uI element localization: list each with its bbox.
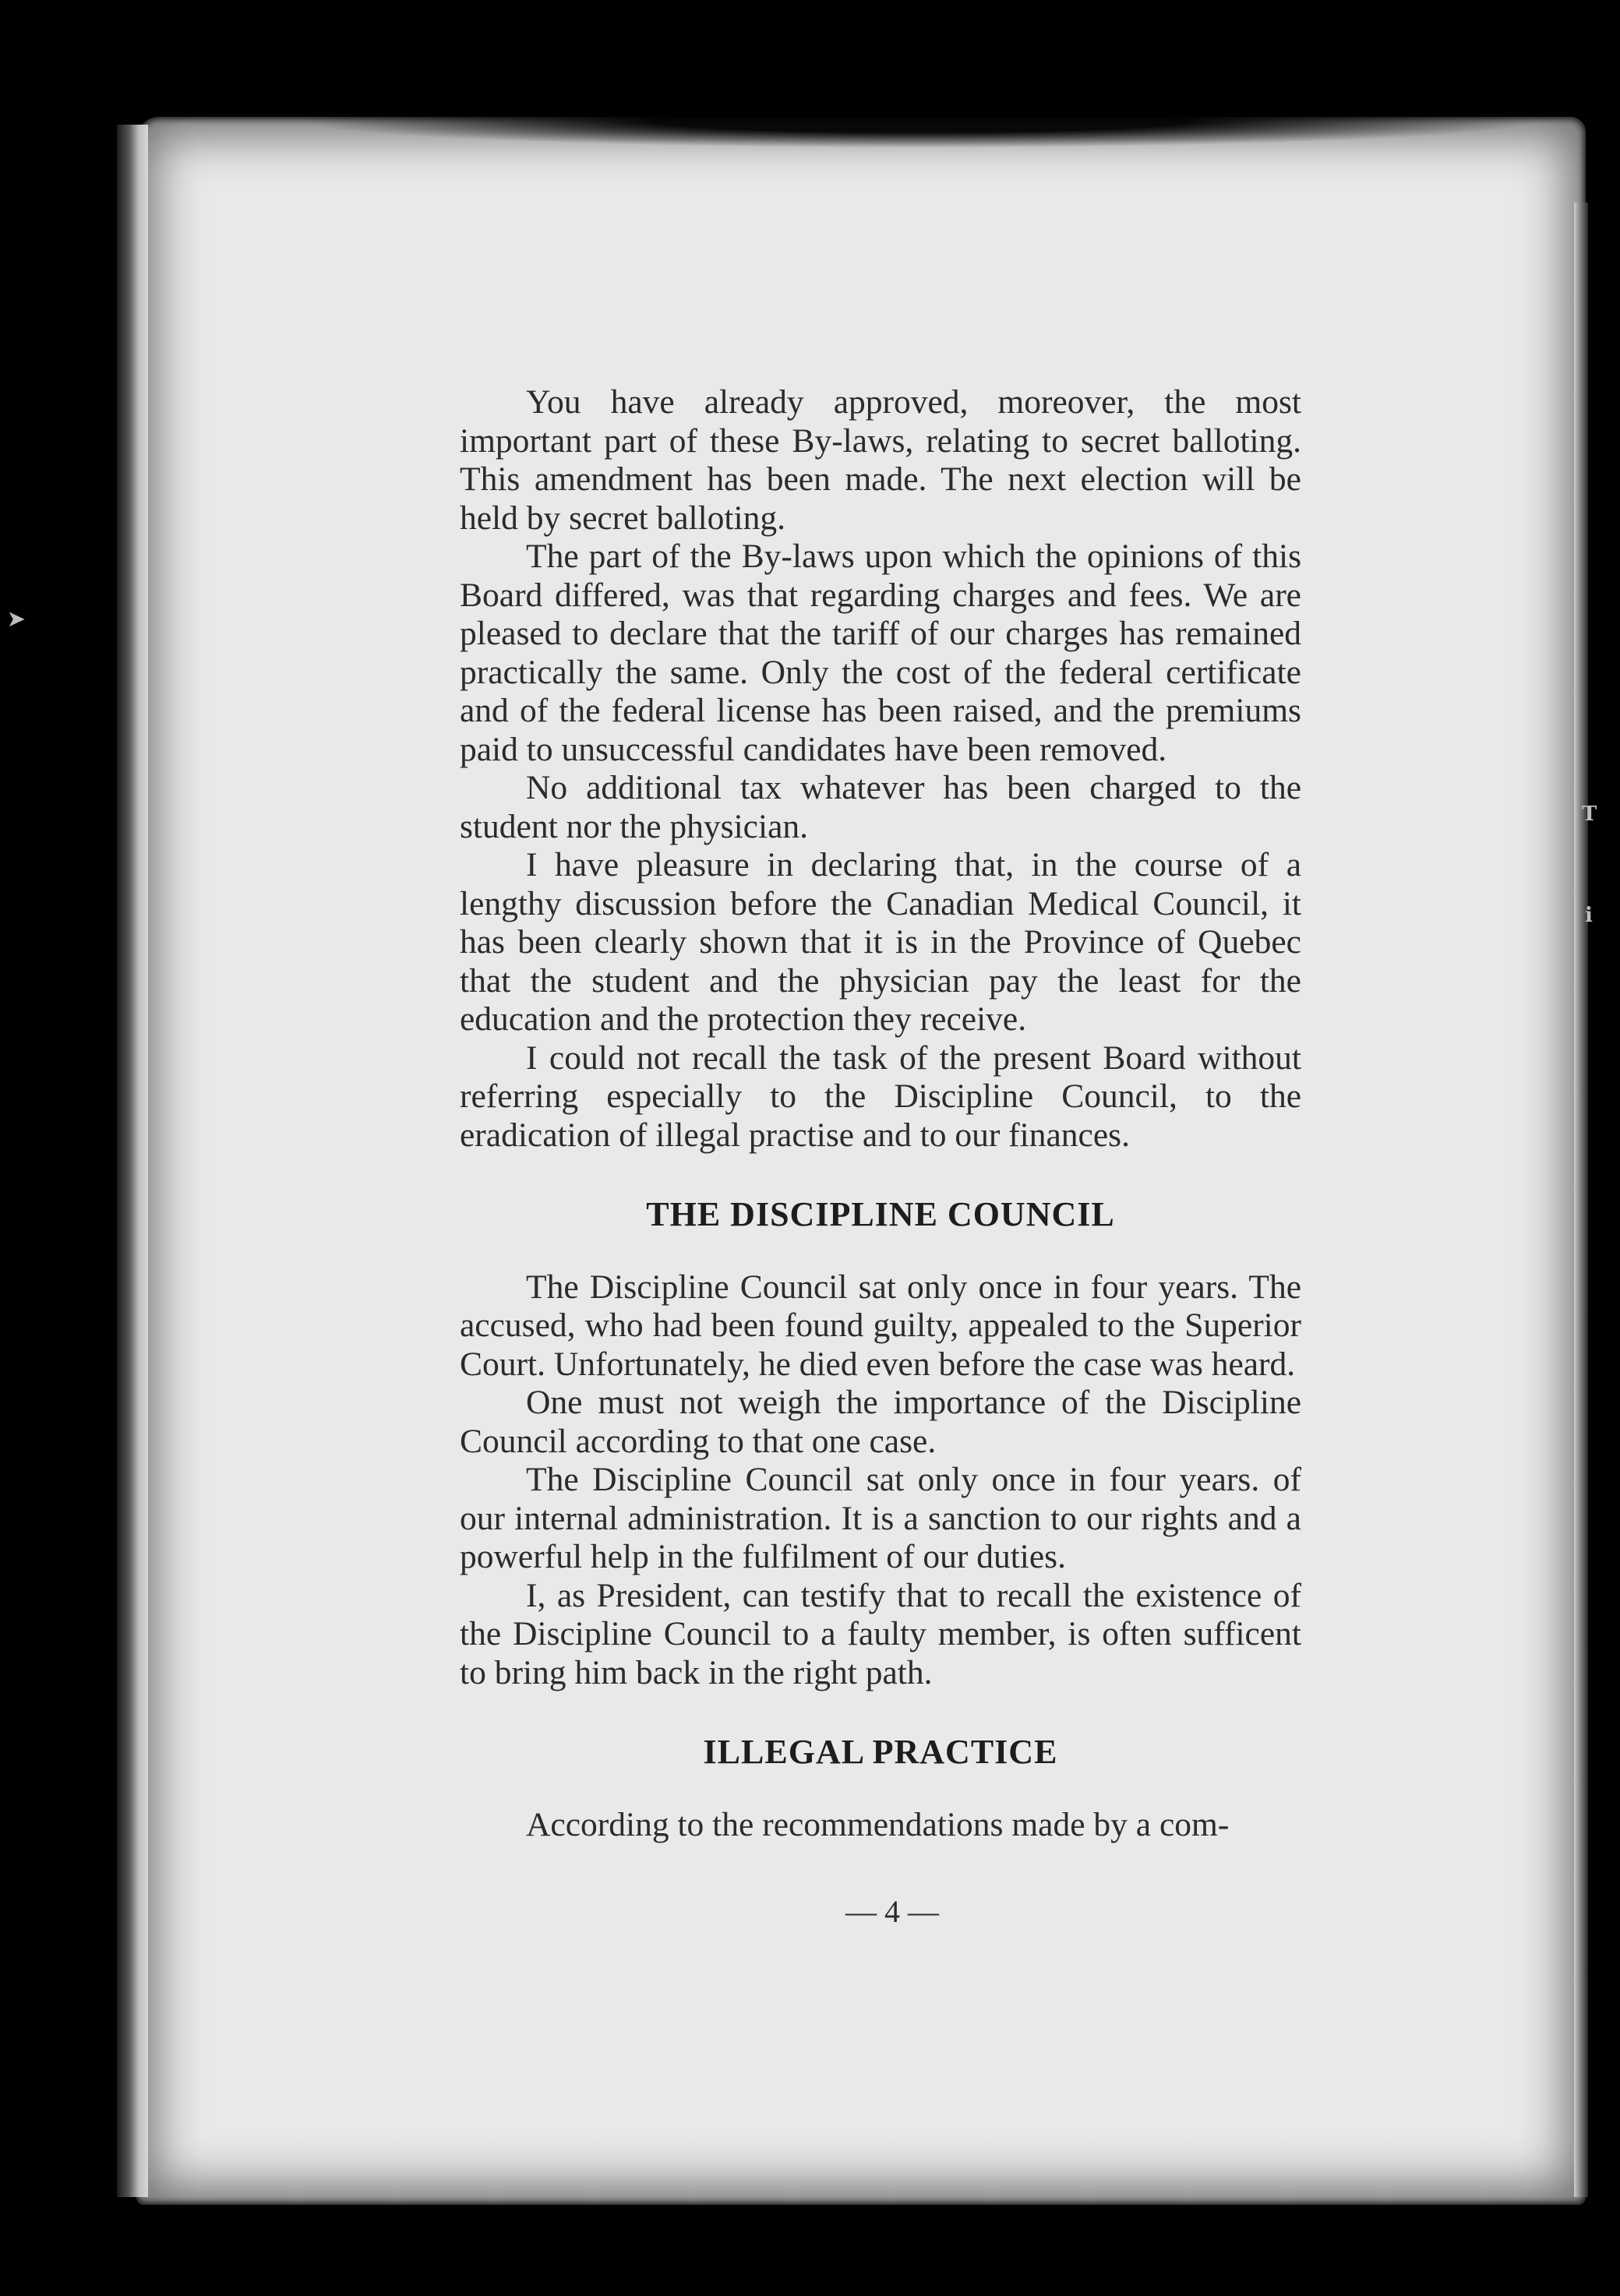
paragraph: The Discipline Council sat only once in four years. of our internal administration. It is a sanction to our rights and a powerful help in the fulfilment of our duties.	[460, 1461, 1301, 1575]
page-body	[460, 383, 1301, 1931]
scan-right-margin	[1588, 0, 1620, 2296]
paragraph: I have pleasure in declaring that, in the course of a lengthy discussion before the Canadian Medical Council, it has been clearly shown that it is in the Province of Quebec that the student and the physician pay the least for the education and the protection they receive.	[460, 846, 1301, 1038]
paragraph: You have already approved, moreover, the most important part of these By-laws, relating to secret balloting. This amendment has been made. The next election will be held by secret balloting.	[460, 383, 1301, 537]
paragraph: I could not recall the task of the present Board without referring especially to the Discipline Council, to the eradication of illegal practise and to our finances.	[460, 1039, 1301, 1154]
paragraph: One must not weigh the importance of the Discipline Council according to that one case.	[460, 1384, 1301, 1460]
paragraph: The Discipline Council sat only once in four years. The accused, who had been found guilty, appealed to the Superior Court. Unfortunately, he died even before the case was heard.	[460, 1268, 1301, 1383]
paragraph: I, as President, can testify that to recall the existence of the Discipline Council to a faulty member, is often sufficent to bring him back in the right path.	[460, 1576, 1301, 1691]
paragraph: According to the recommendations made by a com-	[526, 1805, 1230, 1843]
paragraph: The part of the By-laws upon which the opinions of this Board differed, was that regarding charges and fees. We are pleased to declare that the tariff of our charges has remained practically the same. Only the cost of the federal certificate and of the federal license has been raised, and the premiums paid to unsuccessful candidates have been removed.	[460, 538, 1301, 768]
page-left-edge	[117, 125, 148, 2197]
section-heading: ILLEGAL PRACTICE	[703, 1733, 1058, 1771]
margin-mark-3: i	[1585, 904, 1593, 927]
margin-mark-1: ➤	[8, 608, 25, 631]
section-heading: THE DISCIPLINE COUNCIL	[646, 1195, 1115, 1233]
paragraph: No additional tax whatever has been charged to the student nor the physician.	[460, 769, 1301, 845]
page-number: — 4 —	[845, 1894, 939, 1929]
scan-top-shadow	[296, 93, 1543, 148]
margin-mark-2: T	[1582, 802, 1597, 826]
binding-edge	[1574, 203, 1588, 2197]
